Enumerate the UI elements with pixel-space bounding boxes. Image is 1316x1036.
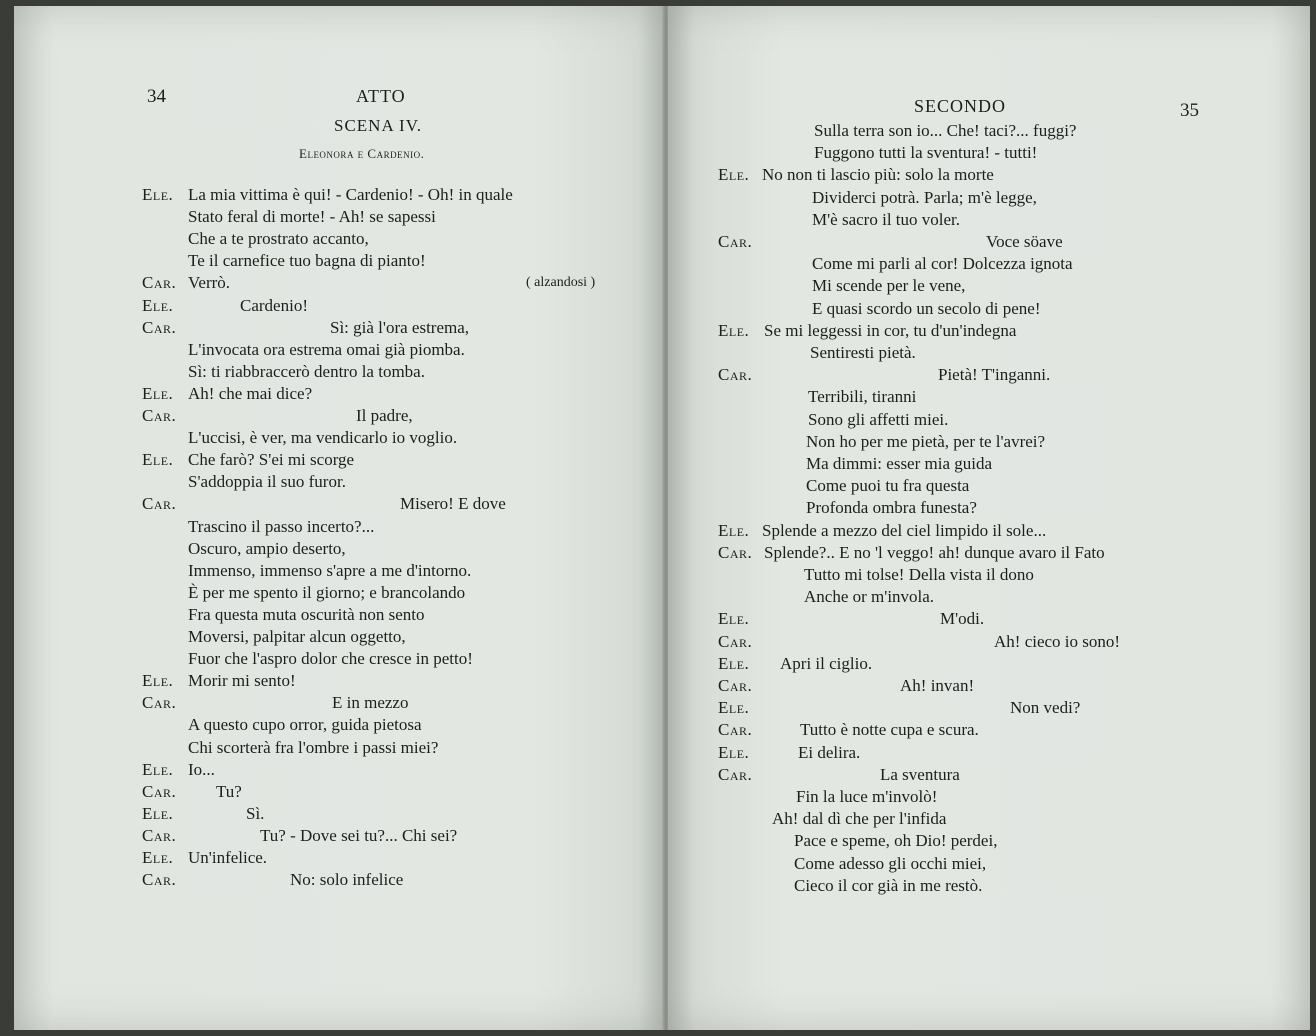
verse-text: Fin la luce m'involò! — [796, 787, 938, 806]
scene-characters: Eleonora e Cardenio. — [299, 146, 425, 161]
verse-text: Morir mi sento! — [188, 671, 296, 691]
text-line — [718, 542, 1105, 564]
verse-text: L'invocata ora estrema omai già piomba. — [188, 339, 465, 359]
speaker-label: Ele. — [142, 671, 174, 691]
verse-text: Sì: ti riabbraccerò dentro la tomba. — [188, 361, 425, 381]
speaker-label: Car. — [718, 542, 753, 562]
verse-text: Trascino il passo incerto?... — [188, 516, 375, 536]
text-line — [718, 164, 994, 186]
speaker-label: Ele. — [718, 653, 750, 673]
text-line — [718, 631, 1121, 653]
speaker-label: Car. — [718, 676, 753, 695]
page-number-left: 34 — [147, 86, 166, 107]
text-line — [142, 869, 404, 891]
verse-text: Immenso, immenso s'apre a me d'intorno. — [188, 560, 472, 580]
verse-text: E quasi scordo un secolo di pene! — [812, 298, 1041, 318]
verse-text: M'odi. — [940, 609, 985, 629]
text-line — [142, 405, 413, 427]
verse-text: Chi scorterà fra l'ombre i passi miei? — [188, 737, 439, 757]
text-line — [718, 764, 960, 786]
text-line — [718, 719, 979, 741]
speaker-label: Car. — [718, 720, 753, 740]
verse-text: Sentiresti pietà. — [810, 343, 916, 362]
speaker-label: Ele. — [718, 609, 750, 629]
speaker-label: Ele. — [718, 742, 750, 762]
verse-text: Cardenio! — [240, 295, 308, 315]
verse-text: Dividerci potrà. Parla; m'è legge, — [812, 187, 1037, 207]
verse-text: No: solo infelice — [290, 870, 404, 890]
speaker-label: Car. — [718, 232, 753, 251]
verse-text: Anche or m'invola. — [804, 587, 935, 607]
verse-text: Sì: già l'ora estrema, — [330, 317, 470, 337]
verse-text: Fuggono tutti la sventura! - tutti! — [814, 143, 1038, 163]
verse-text: Pietà! T'inganni. — [938, 365, 1051, 385]
speaker-label: Car. — [142, 317, 177, 337]
left-page — [14, 6, 664, 1030]
speaker-label: Car. — [718, 764, 753, 784]
stage-direction: ( alzandosi ) — [526, 275, 596, 291]
speaker-label: Car. — [142, 693, 177, 713]
text-line — [718, 520, 1047, 542]
verse-text: Come adesso gli occhi miei, — [794, 853, 987, 873]
verse-text: È per me spento il giorno; e brancolando — [188, 582, 466, 602]
verse-text: Tu? - Dove sei tu?... Chi sei? — [260, 825, 458, 845]
verse-text: Pace e speme, oh Dio! perdei, — [794, 831, 998, 851]
verse-text: Che farò? S'ei mi scorge — [188, 450, 355, 470]
speaker-label: Car. — [718, 631, 753, 651]
verse-text: Sì. — [246, 803, 265, 823]
verse-text: Ah! dal dì che per l'infida — [772, 809, 947, 829]
verse-text: Apri il ciglio. — [780, 653, 873, 673]
text-line — [718, 231, 1063, 253]
verse-text: La sventura — [880, 764, 960, 784]
verse-text: Sono gli affetti miei. — [808, 409, 949, 429]
verse-text: No non ti lascio più: solo la morte — [762, 165, 994, 185]
verse-text: A questo cupo orror, guida pietosa — [188, 715, 422, 735]
verse-text: E in mezzo — [332, 693, 409, 713]
verse-text: Che a te prostrato accanto, — [188, 229, 369, 249]
verse-text: Ah! invan! — [900, 676, 975, 695]
text-line — [718, 653, 873, 675]
speaker-label: Ele. — [718, 320, 750, 340]
text-line — [142, 670, 296, 692]
speaker-label: Car. — [142, 870, 177, 890]
verse-text: Tu? — [216, 781, 242, 801]
text-line — [142, 383, 313, 405]
verse-text: Ei delira. — [798, 742, 861, 762]
speaker-label: Car. — [142, 825, 177, 845]
verse-text: Tutto mi tolse! Della vista il dono — [804, 565, 1034, 584]
text-line — [142, 493, 506, 515]
speaker-label: Car. — [142, 781, 177, 801]
text-line — [142, 449, 355, 471]
running-header-right: SECONDO — [914, 96, 1007, 116]
text-line — [718, 697, 1081, 719]
text-line — [718, 675, 975, 697]
scene-title: SCENA IV. — [334, 116, 423, 135]
speaker-label: Ele. — [142, 803, 174, 823]
verse-text: Te il carnefice tuo bagna di pianto! — [188, 251, 426, 271]
verse-text: Fuor che l'aspro dolor che cresce in petto! — [188, 649, 473, 669]
verse-text: Voce söave — [986, 232, 1063, 251]
verse-text: Come mi parli al cor! Dolcezza ignota — [812, 254, 1073, 274]
text-line — [142, 759, 215, 781]
verse-text: Oscuro, ampio deserto, — [188, 538, 346, 558]
speaker-label: Ele. — [142, 450, 174, 470]
text-line — [718, 608, 985, 630]
verse-text: L'uccisi, è ver, ma vendicarlo io voglio. — [188, 428, 458, 448]
text-line — [142, 692, 409, 714]
verse-text: Il padre, — [356, 406, 413, 425]
verse-text: La mia vittima è qui! - Cardenio! - Oh! in quale — [188, 185, 513, 204]
speaker-label: Ele. — [718, 165, 750, 185]
verse-text: Ah! cieco io sono! — [994, 631, 1121, 651]
verse-text: Mi scende per le vene, — [812, 276, 966, 296]
speaker-label: Ele. — [142, 759, 174, 779]
verse-text: Stato feral di morte! - Ah! se sapessi — [188, 207, 436, 227]
text-line — [718, 364, 1051, 386]
verse-text: Se mi leggessi in cor, tu d'un'indegna — [764, 320, 1017, 340]
speaker-label: Ele. — [142, 295, 174, 315]
text-line — [142, 184, 513, 206]
speaker-label: Ele. — [718, 520, 750, 540]
speaker-label: Ele. — [142, 185, 174, 204]
speaker-label: Car. — [142, 494, 177, 514]
verse-text: Splende a mezzo del ciel limpido il sole... — [762, 520, 1047, 540]
verse-text: Cieco il cor già in me restò. — [794, 875, 983, 895]
verse-text: Profonda ombra funesta? — [806, 498, 977, 518]
verse-text: Io... — [188, 759, 215, 779]
verse-text: Moversi, palpitar alcun oggetto, — [188, 627, 406, 646]
verse-text: Non vedi? — [1010, 698, 1081, 718]
verse-text: Ma dimmi: esser mia guida — [806, 454, 993, 473]
text-line — [142, 781, 242, 803]
verse-text: Sulla terra son io... Che! taci?... fuggi? — [814, 121, 1077, 140]
verse-text: Misero! E dove — [400, 494, 506, 514]
verse-text: S'addoppia il suo furor. — [188, 472, 346, 492]
text-line — [718, 320, 1017, 342]
verse-text: Terribili, tiranni — [808, 387, 917, 407]
text-line — [142, 295, 308, 317]
verse-text: Ah! che mai dice? — [188, 383, 313, 403]
page-number-right: 35 — [1180, 100, 1199, 121]
speaker-label: Car. — [142, 273, 177, 293]
speaker-label: Ele. — [718, 698, 750, 718]
verse-text: M'è sacro il tuo voler. — [812, 209, 961, 229]
verse-text: Splende?.. E no 'l veggo! ah! dunque avaro il Fato — [764, 542, 1105, 562]
verse-text: Un'infelice. — [188, 848, 268, 867]
verse-text: Verrò. — [188, 273, 231, 293]
speaker-label: Car. — [718, 365, 753, 385]
text-line — [142, 317, 470, 339]
speaker-label: Ele. — [142, 848, 174, 867]
text-line — [142, 847, 268, 869]
text-line — [142, 272, 596, 294]
text-line — [142, 825, 458, 847]
text-line — [142, 803, 265, 825]
verse-text: Fra questa muta oscurità non sento — [188, 604, 425, 624]
speaker-label: Ele. — [142, 383, 174, 403]
verse-text: Tutto è notte cupa e scura. — [800, 720, 979, 740]
right-page — [668, 6, 1310, 1030]
verse-text: Come puoi tu fra questa — [806, 476, 970, 496]
text-line — [718, 742, 861, 764]
speaker-label: Car. — [142, 406, 177, 425]
running-header-left: ATTO — [356, 86, 406, 106]
verse-text: Non ho per me pietà, per te l'avrei? — [806, 431, 1046, 451]
